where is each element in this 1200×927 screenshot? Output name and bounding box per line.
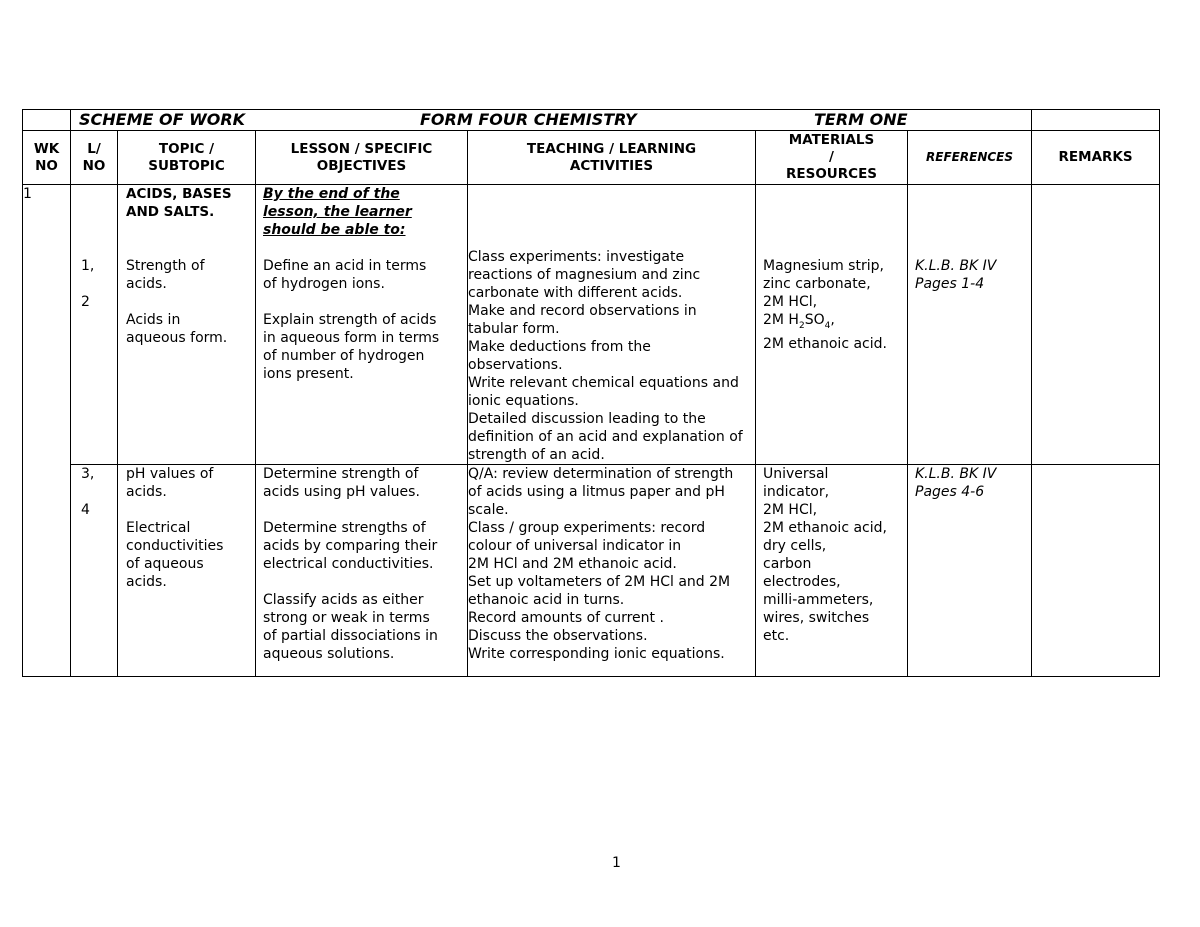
references-cell bbox=[908, 465, 1032, 677]
objective-line: Define an acid in terms bbox=[263, 258, 427, 274]
activity-line: scale. bbox=[468, 502, 509, 518]
activity-line: Write corresponding ionic equations. bbox=[468, 646, 725, 662]
objective-line: electrical conductivities. bbox=[263, 556, 434, 572]
activity-line: Make and record observations in bbox=[468, 303, 697, 319]
header-lesson bbox=[256, 131, 468, 185]
header-topic-line1: TOPIC / bbox=[158, 140, 215, 157]
h2so4-sub2: 4 bbox=[824, 320, 831, 331]
h2so4-suffix: , bbox=[830, 312, 835, 328]
h2so4-mid: SO bbox=[804, 312, 825, 328]
activity-line: colour of universal indicator in bbox=[468, 538, 682, 554]
subtopic-line: Acids in bbox=[126, 312, 181, 328]
topic-cell bbox=[118, 465, 256, 677]
title-blank-cell-right bbox=[1032, 110, 1160, 131]
material-line: zinc carbonate, bbox=[763, 276, 871, 292]
objective-line: acids using pH values. bbox=[263, 484, 420, 500]
objective-line: Classify acids as either bbox=[263, 592, 424, 608]
header-row bbox=[23, 131, 1160, 185]
header-activities bbox=[468, 131, 756, 185]
header-wk-no-label: NO bbox=[35, 157, 58, 174]
lesson-number: 1, bbox=[81, 258, 95, 274]
title-scheme-of-work: SCHEME OF WORK bbox=[79, 110, 246, 129]
activity-line: 2M HCl and 2M ethanoic acid. bbox=[468, 556, 677, 572]
subtopic-line: Electrical bbox=[126, 520, 191, 536]
activities-cell bbox=[468, 465, 756, 677]
objectives-intro-line: lesson, the learner bbox=[263, 204, 412, 220]
title-form-four-chemistry: FORM FOUR CHEMISTRY bbox=[420, 110, 637, 129]
materials-cell bbox=[756, 185, 908, 465]
topic-cell bbox=[118, 185, 256, 465]
activity-line: reactions of magnesium and zinc bbox=[468, 267, 701, 283]
topic-heading-line2: AND SALTS. bbox=[126, 204, 215, 220]
activities-cell bbox=[468, 185, 756, 465]
lesson-number: 2 bbox=[81, 294, 90, 310]
material-line: Universal bbox=[763, 466, 829, 482]
reference-line: K.L.B. BK IV bbox=[915, 258, 997, 274]
title-cell bbox=[71, 110, 1032, 131]
lesson-number-cell bbox=[71, 185, 118, 465]
week-number-cell bbox=[23, 185, 71, 677]
objective-line: Determine strength of bbox=[263, 466, 419, 482]
h2so4-sub1: 2 bbox=[798, 320, 805, 331]
material-line: 2M HCl, bbox=[763, 294, 818, 310]
header-wk-no bbox=[23, 131, 71, 185]
lesson-number: 3, bbox=[81, 466, 95, 482]
header-topic bbox=[118, 131, 256, 185]
material-line: indicator, bbox=[763, 484, 830, 500]
activity-line: ionic equations. bbox=[468, 393, 579, 409]
activity-line: Q/A: review determination of strength bbox=[468, 466, 734, 482]
header-materials-line3: RESOURCES bbox=[785, 166, 878, 182]
subtopic-line: pH values of bbox=[126, 466, 214, 482]
activity-line: Record amounts of current . bbox=[468, 610, 664, 626]
header-materials-line2: / bbox=[829, 149, 834, 165]
reference-line: Pages 1-4 bbox=[915, 276, 985, 292]
page-number: 1 bbox=[612, 855, 621, 871]
header-l-no bbox=[71, 131, 118, 185]
header-wk: WK bbox=[33, 140, 60, 157]
reference-line: Pages 4-6 bbox=[915, 484, 985, 500]
material-line: 2M ethanoic acid. bbox=[763, 335, 887, 352]
objective-line: ions present. bbox=[263, 366, 354, 382]
activity-line: strength of an acid. bbox=[468, 447, 605, 463]
header-lesson-line2: OBJECTIVES bbox=[316, 157, 407, 174]
material-line: wires, switches bbox=[763, 610, 870, 626]
lesson-number-cell bbox=[71, 465, 118, 677]
header-l-no-label: NO bbox=[82, 157, 106, 174]
header-materials-line1: MATERIALS bbox=[788, 132, 875, 148]
objectives-cell bbox=[256, 185, 468, 465]
objectives-cell bbox=[256, 465, 468, 677]
subtopic-line: conductivities bbox=[126, 538, 224, 554]
objective-line: of hydrogen ions. bbox=[263, 276, 385, 292]
activity-line: Detailed discussion leading to the bbox=[468, 411, 706, 427]
objective-line: of number of hydrogen bbox=[263, 348, 425, 364]
lesson-number: 4 bbox=[81, 502, 90, 518]
activity-line: Make deductions from the bbox=[468, 339, 651, 355]
references-cell bbox=[908, 185, 1032, 465]
scheme-of-work-table bbox=[22, 109, 1160, 677]
h2so4-prefix: 2M H bbox=[763, 312, 799, 328]
material-line: dry cells, bbox=[763, 538, 827, 554]
activity-line: definition of an acid and explanation of bbox=[468, 429, 743, 445]
subtopic-line: acids. bbox=[126, 276, 167, 292]
remarks-cell bbox=[1032, 185, 1160, 465]
activity-line: tabular form. bbox=[468, 321, 560, 337]
objective-line: Explain strength of acids bbox=[263, 312, 437, 328]
subtopic-line: aqueous form. bbox=[126, 330, 228, 346]
objectives-intro-line: should be able to: bbox=[263, 222, 406, 238]
objective-line: acids by comparing their bbox=[263, 538, 438, 554]
material-line: 2M ethanoic acid, bbox=[763, 520, 887, 536]
header-lesson-line1: LESSON / SPECIFIC bbox=[290, 140, 433, 157]
reference-line: K.L.B. BK IV bbox=[915, 466, 997, 482]
activity-line: Set up voltameters of 2M HCl and 2M bbox=[468, 574, 731, 590]
week-number: 1 bbox=[23, 186, 32, 202]
subtopic-line: acids. bbox=[126, 484, 167, 500]
subtopic-line: of aqueous bbox=[126, 556, 204, 572]
activity-line: observations. bbox=[468, 357, 563, 373]
remarks-cell bbox=[1032, 465, 1160, 677]
header-materials bbox=[756, 131, 908, 185]
material-line: 2M HCl, bbox=[763, 502, 818, 518]
objective-line: strong or weak in terms bbox=[263, 610, 430, 626]
subtopic-line: acids. bbox=[126, 574, 167, 590]
activity-line: carbonate with different acids. bbox=[468, 285, 683, 301]
topic-heading-line1: ACIDS, BASES bbox=[126, 186, 232, 202]
activity-line: Discuss the observations. bbox=[468, 628, 648, 644]
objective-line: in aqueous form in terms bbox=[263, 330, 440, 346]
title-row bbox=[23, 110, 1160, 131]
title-term-one: TERM ONE bbox=[814, 110, 908, 129]
material-line: Magnesium strip, bbox=[763, 258, 884, 274]
header-l: L/ bbox=[87, 140, 101, 157]
material-line: electrodes, bbox=[763, 574, 841, 590]
material-line: carbon bbox=[763, 556, 812, 572]
header-topic-line2: SUBTOPIC bbox=[148, 157, 225, 174]
activity-line: Class / group experiments: record bbox=[468, 520, 706, 536]
objectives-intro-line: By the end of the bbox=[263, 186, 400, 202]
activity-line: Class experiments: investigate bbox=[468, 249, 685, 265]
header-references: REFERENCES bbox=[908, 131, 1032, 185]
table-row bbox=[23, 185, 1160, 465]
table-row bbox=[23, 465, 1160, 677]
material-line: etc. bbox=[763, 628, 790, 644]
objective-line: aqueous solutions. bbox=[263, 646, 395, 662]
material-line-h2so4 bbox=[763, 311, 907, 335]
objective-line: of partial dissociations in bbox=[263, 628, 438, 644]
header-remarks: REMARKS bbox=[1032, 131, 1160, 185]
activity-line: Write relevant chemical equations and bbox=[468, 375, 739, 391]
material-line: milli-ammeters, bbox=[763, 592, 874, 608]
header-activities-line2: ACTIVITIES bbox=[569, 157, 654, 174]
objective-line: Determine strengths of bbox=[263, 520, 426, 536]
activity-line: ethanoic acid in turns. bbox=[468, 592, 625, 608]
activity-line: of acids using a litmus paper and pH bbox=[468, 484, 725, 500]
subtopic-line: Strength of bbox=[126, 258, 205, 274]
header-activities-line1: TEACHING / LEARNING bbox=[526, 140, 697, 157]
title-blank-cell bbox=[23, 110, 71, 131]
materials-cell bbox=[756, 465, 908, 677]
